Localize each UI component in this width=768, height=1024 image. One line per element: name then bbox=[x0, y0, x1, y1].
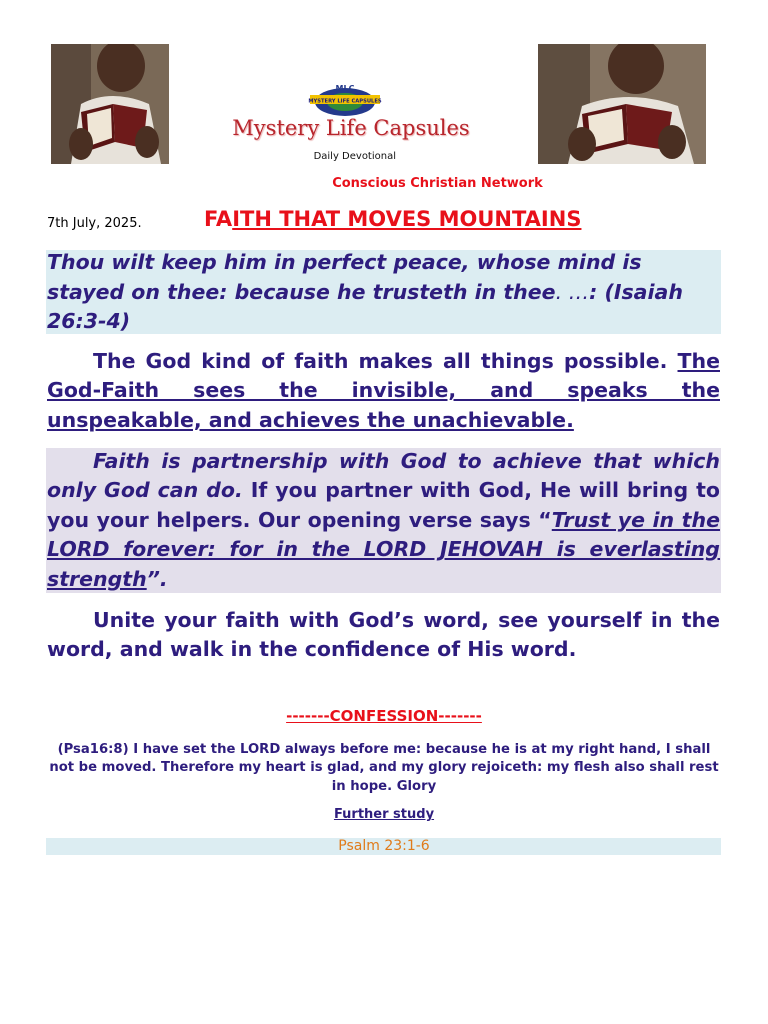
devotional-date: 7th July, 2025. bbox=[47, 216, 142, 231]
p1-lead: The God kind of faith makes all things possible. bbox=[93, 349, 678, 373]
verse-reference: : (Isaiah 26:3-4) bbox=[47, 279, 683, 333]
p2-close: ”. bbox=[146, 566, 168, 591]
paragraph-god-kind-of-faith bbox=[47, 347, 720, 435]
mystery-life-capsules-logo bbox=[200, 82, 502, 166]
opening-verse bbox=[47, 248, 719, 337]
logo-subtitle: Daily Devotional bbox=[313, 151, 396, 162]
p2-plain: If you partner with God, He will bring to you your helpers. Our opening verse says “ bbox=[47, 478, 720, 532]
right-header-photo bbox=[538, 44, 706, 164]
confession-heading: -------CONFESSION------- bbox=[286, 707, 482, 725]
mlc-badge-icon bbox=[306, 82, 384, 118]
left-header-photo bbox=[51, 44, 169, 164]
verse-text: Thou wilt keep him in perfect peace, whose mind is stayed on thee: because he trusteth in thee bbox=[47, 250, 642, 304]
paragraph-partnership bbox=[47, 447, 720, 594]
network-name: Conscious Christian Network bbox=[332, 176, 543, 191]
title-part-1: FA bbox=[204, 207, 233, 231]
verse-ellipsis: . … bbox=[555, 279, 590, 304]
further-study-heading: Further study bbox=[333, 807, 435, 822]
p1-underlined: The God-Faith sees the invisible, and speaks the unspeakable, and achieves the unachievable. bbox=[47, 349, 720, 432]
title-part-2: ITH THAT MOVES MOUNTAINS bbox=[232, 207, 582, 231]
confession-text: (Psa16:8) I have set the LORD always before me: because he is at my right hand, I shall not be moved. Therefore my heart is glad, and my glory rejoiceth: my flesh also shall rest in hope. Glory bbox=[49, 742, 719, 794]
paragraph-unite-faith: Unite your faith with God’s word, see yourself in the word, and walk in the confidence of His word. bbox=[47, 608, 720, 662]
p2-italic: Faith is partnership with God to achieve that which only God can do. bbox=[47, 449, 720, 503]
logo-title: Mystery Life Capsules bbox=[232, 116, 470, 140]
further-study-reference: Psalm 23:1-6 bbox=[338, 838, 430, 854]
svg-text:MLC: MLC bbox=[335, 84, 355, 93]
devotional-title bbox=[204, 207, 581, 231]
svg-text:MYSTERY LIFE CAPSULES: MYSTERY LIFE CAPSULES bbox=[308, 98, 382, 105]
p2-quote: Trust ye in the LORD forever: for in the LORD JEHOVAH is everlasting strength bbox=[47, 507, 720, 591]
